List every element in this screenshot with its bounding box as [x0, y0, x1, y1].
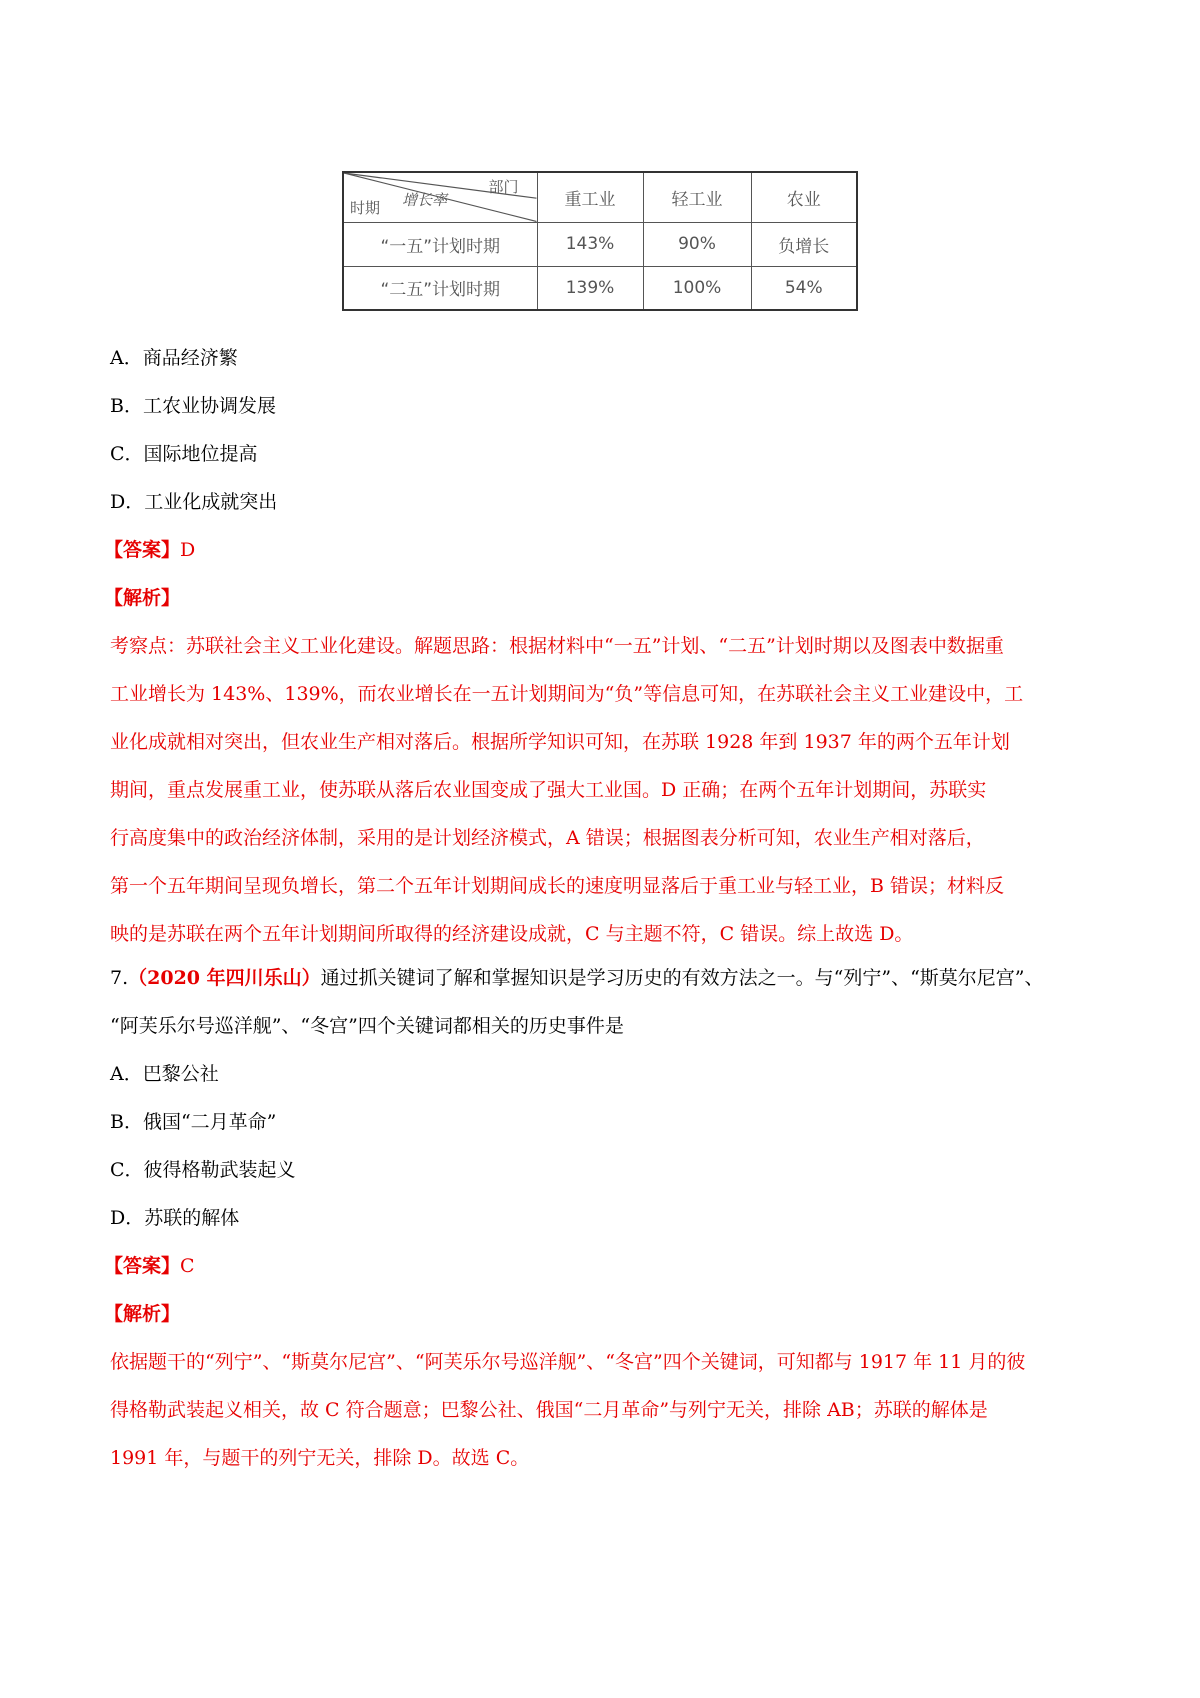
- analysis-line: 工业增长为 143%、139%，而农业增长在一五计划期间为“负”等信息可知，在苏联社会主义工业建设中，工: [110, 683, 1024, 705]
- table-row: [343, 222, 857, 266]
- analysis-line: 1991 年，与题干的列宁无关，排除 D。故选 C。: [110, 1447, 530, 1469]
- q7-option-d: D．苏联的解体: [110, 1207, 240, 1229]
- cell-light: 100%: [643, 266, 751, 310]
- answer-value: C: [180, 1255, 195, 1277]
- cell-light: 90%: [643, 222, 751, 266]
- cell-agri: 54%: [751, 266, 857, 310]
- q7-option-c: C．彼得格勒武装起义: [110, 1159, 296, 1181]
- diagonal-header-cell: [343, 172, 537, 222]
- question-stem: 通过抓关键词了解和掌握知识是学习历史的有效方法之一。与“列宁”、“斯莫尔尼宫”、: [320, 967, 1044, 989]
- cell-agri: 负增长: [751, 222, 857, 266]
- analysis-line: 得格勒武装起义相关，故 C 符合题意；巴黎公社、俄国“二月革命”与列宁无关，排除 AB；苏联的解体是: [110, 1399, 988, 1421]
- analysis-line: 期间，重点发展重工业，使苏联从落后农业国变成了强大工业国。D 正确；在两个五年计划期间，苏联实: [110, 779, 987, 801]
- q6-analysis-label: 【解析】: [104, 587, 181, 609]
- analysis-line: 依据题干的“列宁”、“斯莫尔尼宫”、“阿芙乐尔号巡洋舰”、“冬宫”四个关键词，可知都与 1917 年 11 月的彼: [110, 1351, 1026, 1373]
- cell-heavy: 143%: [537, 222, 643, 266]
- cell-period: “一五”计划时期: [343, 222, 537, 266]
- cell-heavy: 139%: [537, 266, 643, 310]
- q6-analysis: [110, 622, 1100, 958]
- header-department: 部门: [488, 178, 519, 196]
- question-source: （2020 年四川乐山）: [128, 967, 321, 989]
- header-heavy-industry: 重工业: [537, 172, 643, 222]
- q7-stem-line1: [110, 966, 1044, 990]
- header-period: 时期: [350, 198, 381, 217]
- analysis-line: 第一个五年期间呈现负增长，第二个五年计划期间成长的速度明显落后于重工业与轻工业，B 错误；材料反: [110, 875, 1005, 897]
- q7-option-b: B．俄国“二月革命”: [110, 1111, 277, 1133]
- table-row: [343, 266, 857, 310]
- header-agriculture: 农业: [751, 172, 857, 222]
- q7-analysis-label: 【解析】: [104, 1303, 181, 1325]
- answer-label: 【答案】: [104, 1255, 181, 1277]
- q7-answer: [104, 1254, 195, 1278]
- header-light-industry: 轻工业: [643, 172, 751, 222]
- growth-rate-table: [342, 171, 858, 311]
- q6-option-c: C．国际地位提高: [110, 443, 258, 465]
- q6-option-b: B．工农业协调发展: [110, 395, 276, 417]
- analysis-line: 行高度集中的政治经济体制，采用的是计划经济模式，A 错误；根据图表分析可知，农业生产相对落后，: [110, 827, 985, 849]
- q6-answer: [104, 538, 195, 562]
- answer-label: 【答案】: [104, 539, 181, 561]
- table-header-row: [343, 172, 857, 222]
- q7-option-a: A．巴黎公社: [110, 1063, 219, 1085]
- analysis-line: 考察点：苏联社会主义工业化建设。解题思路：根据材料中“一五”计划、“二五”计划时期以及图表中数据重: [110, 635, 1004, 657]
- answer-value: D: [180, 539, 196, 561]
- q7-analysis: [110, 1338, 1100, 1482]
- analysis-line: 业化成就相对突出，但农业生产相对落后。根据所学知识可知，在苏联 1928 年到 1937 年的两个五年计划: [110, 731, 1010, 753]
- question-number: 7.: [110, 967, 129, 989]
- q6-option-a: A．商品经济繁: [110, 347, 238, 369]
- q6-option-d: D．工业化成就突出: [110, 491, 278, 513]
- cell-period: “二五”计划时期: [343, 266, 537, 310]
- q7-stem-line2: “阿芙乐尔号巡洋舰”、“冬宫”四个关键词都相关的历史事件是: [110, 1015, 624, 1037]
- header-growth-rate: 增长率: [402, 191, 448, 209]
- analysis-line: 映的是苏联在两个五年计划期间所取得的经济建设成就，C 与主题不符，C 错误。综上故选 D。: [110, 923, 914, 945]
